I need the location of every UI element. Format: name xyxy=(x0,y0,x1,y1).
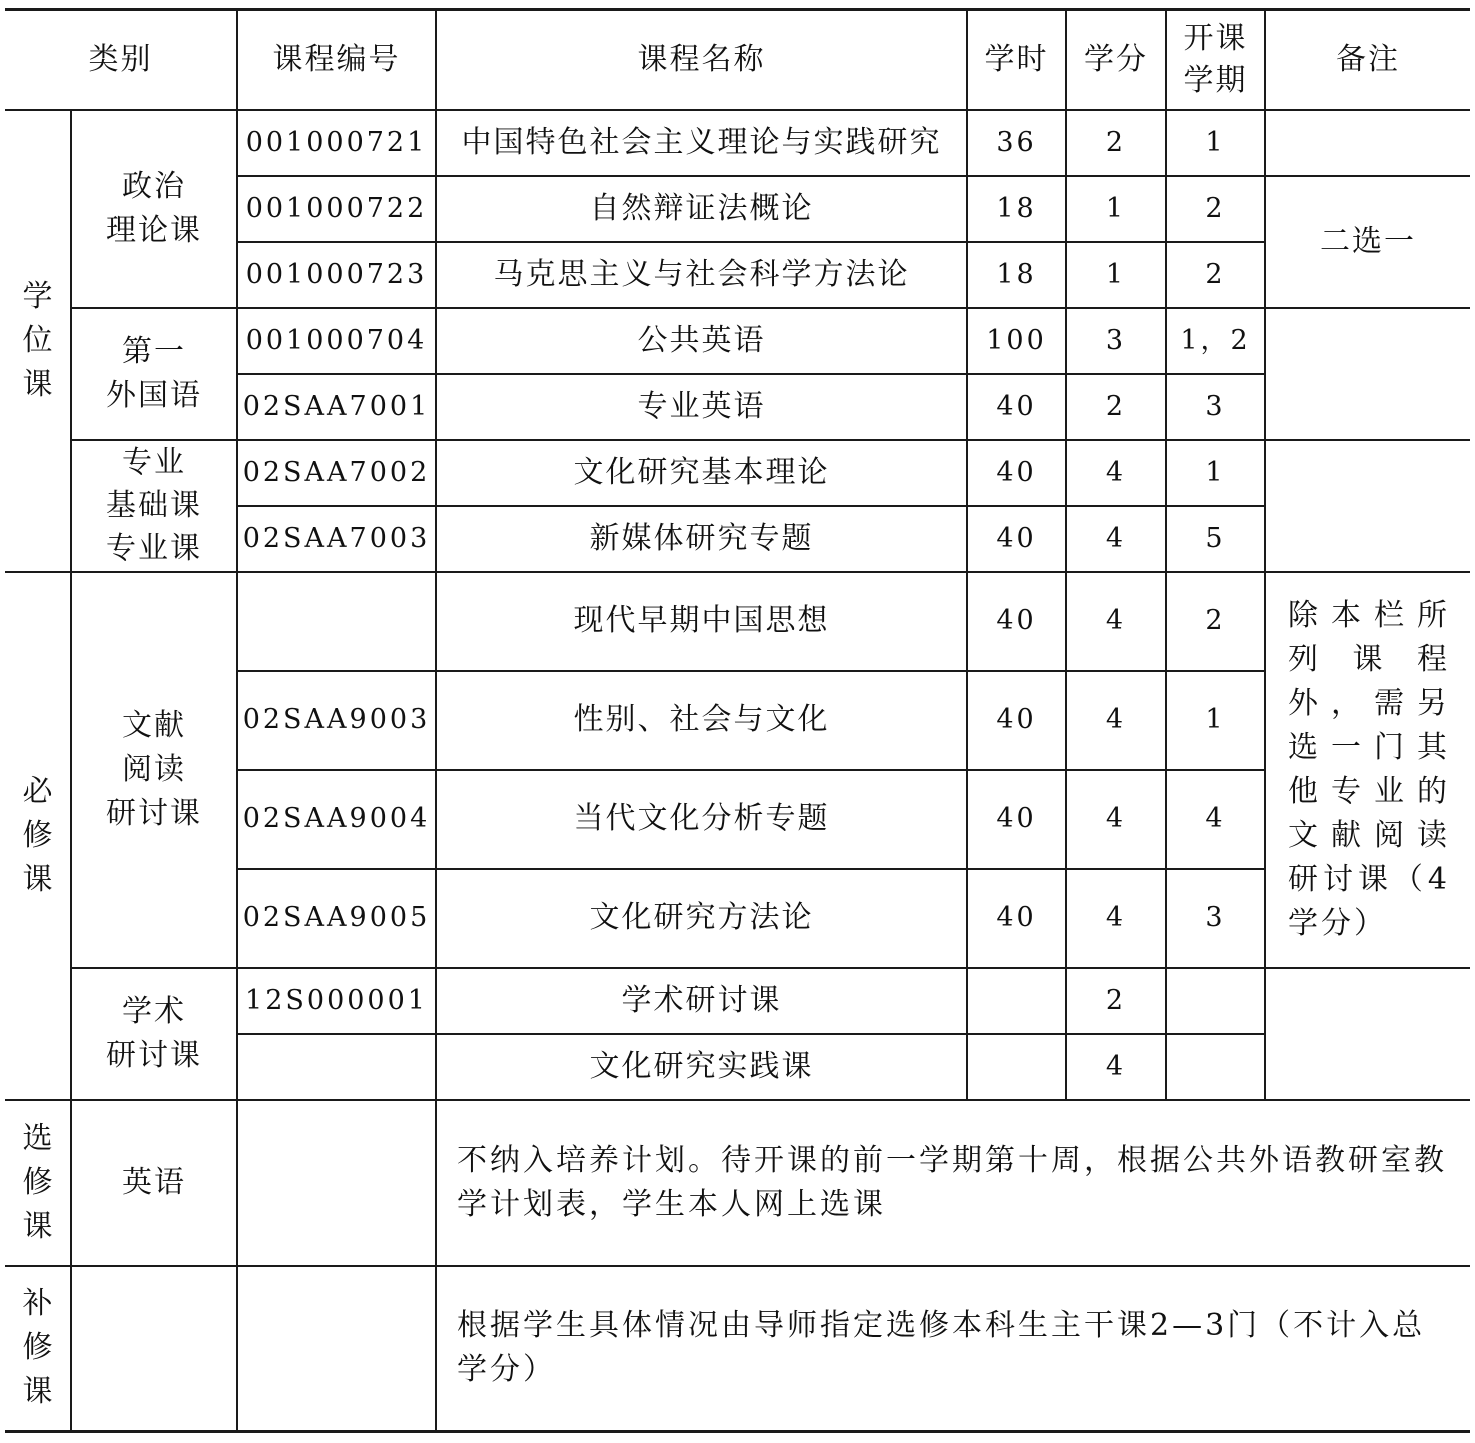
course-hours: 18 xyxy=(967,242,1066,308)
course-remark-empty xyxy=(1265,440,1470,572)
course-hours: 100 xyxy=(967,308,1066,374)
course-credits: 4 xyxy=(1066,770,1166,869)
course-semester: 3 xyxy=(1166,869,1265,968)
course-semester: 1，2 xyxy=(1166,308,1265,374)
table-row xyxy=(5,968,1470,1034)
course-hours xyxy=(967,1034,1066,1100)
course-hours: 40 xyxy=(967,869,1066,968)
course-credits: 1 xyxy=(1066,176,1166,242)
course-name: 自然辩证法概论 xyxy=(436,176,967,242)
section-degree: 学 位 课 xyxy=(5,110,71,572)
course-code: 02SAA9005 xyxy=(237,869,436,968)
course-credits: 4 xyxy=(1066,440,1166,506)
course-code: 001000722 xyxy=(237,176,436,242)
course-name: 学术研讨课 xyxy=(436,968,967,1034)
course-name: 当代文化分析专题 xyxy=(436,770,967,869)
course-credits: 2 xyxy=(1066,374,1166,440)
section-required: 必 修 课 xyxy=(5,572,71,1100)
course-semester: 1 xyxy=(1166,671,1265,770)
subcategory-professional: 专业 基础课 专业课 xyxy=(71,440,237,572)
header-row xyxy=(5,10,1470,110)
course-code: 02SAA7001 xyxy=(237,374,436,440)
remark-choose-one: 二选一 xyxy=(1265,176,1470,308)
course-semester: 2 xyxy=(1166,176,1265,242)
course-semester: 4 xyxy=(1166,770,1265,869)
elective-description: 不纳入培养计划。待开课的前一学期第十周，根据公共外语教研室教学计划表，学生本人网上选课 xyxy=(436,1100,1470,1266)
subcategory-academic: 学术 研讨课 xyxy=(71,968,237,1100)
course-credits: 4 xyxy=(1066,1034,1166,1100)
course-remark-empty xyxy=(1265,110,1470,176)
table-row xyxy=(5,110,1470,176)
subcategory-literature: 文献 阅读 研讨课 xyxy=(71,572,237,968)
header-code: 课程编号 xyxy=(237,10,436,110)
course-hours: 40 xyxy=(967,440,1066,506)
section-elective: 选 修 课 xyxy=(5,1100,71,1266)
course-name: 文化研究基本理论 xyxy=(436,440,967,506)
course-code: 001000721 xyxy=(237,110,436,176)
subcategory-empty xyxy=(71,1266,237,1432)
course-semester xyxy=(1166,968,1265,1034)
course-code: 12S000001 xyxy=(237,968,436,1034)
course-hours: 36 xyxy=(967,110,1066,176)
course-credits: 1 xyxy=(1066,242,1166,308)
subcategory-english: 英语 xyxy=(71,1100,237,1266)
course-credits: 4 xyxy=(1066,572,1166,671)
course-code xyxy=(237,1034,436,1100)
header-credits: 学分 xyxy=(1066,10,1166,110)
table-row xyxy=(5,1100,1470,1266)
course-credits: 2 xyxy=(1066,968,1166,1034)
course-name: 新媒体研究专题 xyxy=(436,506,967,572)
subcategory-foreign-language: 第一 外国语 xyxy=(71,308,237,440)
table-row xyxy=(5,1266,1470,1432)
course-hours: 18 xyxy=(967,176,1066,242)
course-credits: 3 xyxy=(1066,308,1166,374)
subcategory-politics: 政治 理论课 xyxy=(71,110,237,308)
course-credits: 4 xyxy=(1066,506,1166,572)
course-code: 001000723 xyxy=(237,242,436,308)
course-code-empty xyxy=(237,1266,436,1432)
course-name: 文化研究实践课 xyxy=(436,1034,967,1100)
section-makeup: 补 修 课 xyxy=(5,1266,71,1432)
header-hours: 学时 xyxy=(967,10,1066,110)
header-category: 类别 xyxy=(5,10,237,110)
header-remarks: 备注 xyxy=(1265,10,1470,110)
course-plan-table xyxy=(5,8,1470,1433)
course-hours: 40 xyxy=(967,374,1066,440)
course-code: 02SAA9004 xyxy=(237,770,436,869)
course-code xyxy=(237,572,436,671)
course-semester: 3 xyxy=(1166,374,1265,440)
course-hours: 40 xyxy=(967,671,1066,770)
course-code-empty xyxy=(237,1100,436,1266)
course-name: 马克思主义与社会科学方法论 xyxy=(436,242,967,308)
course-name: 性别、社会与文化 xyxy=(436,671,967,770)
course-code: 02SAA7002 xyxy=(237,440,436,506)
course-hours: 40 xyxy=(967,572,1066,671)
course-credits: 4 xyxy=(1066,671,1166,770)
header-name: 课程名称 xyxy=(436,10,967,110)
makeup-description: 根据学生具体情况由导师指定选修本科生主干课2—3门（不计入总学分） xyxy=(436,1266,1470,1432)
course-credits: 2 xyxy=(1066,110,1166,176)
course-code: 02SAA7003 xyxy=(237,506,436,572)
course-name: 中国特色社会主义理论与实践研究 xyxy=(436,110,967,176)
course-semester: 5 xyxy=(1166,506,1265,572)
course-semester: 2 xyxy=(1166,572,1265,671)
course-semester: 1 xyxy=(1166,440,1265,506)
course-credits: 4 xyxy=(1066,869,1166,968)
course-name: 现代早期中国思想 xyxy=(436,572,967,671)
course-remark-empty xyxy=(1265,968,1470,1100)
course-code: 02SAA9003 xyxy=(237,671,436,770)
remark-literature-note: 除本栏所列课程外，需另选一门其他专业的文献阅读研讨课（4学分） xyxy=(1265,572,1470,968)
course-hours: 40 xyxy=(967,770,1066,869)
course-name: 文化研究方法论 xyxy=(436,869,967,968)
course-semester: 2 xyxy=(1166,242,1265,308)
course-remark-empty xyxy=(1265,308,1470,440)
table-row xyxy=(5,440,1470,506)
course-semester xyxy=(1166,1034,1265,1100)
course-hours: 40 xyxy=(967,506,1066,572)
course-name: 专业英语 xyxy=(436,374,967,440)
table-row xyxy=(5,308,1470,374)
course-code: 001000704 xyxy=(237,308,436,374)
course-hours xyxy=(967,968,1066,1034)
table-row xyxy=(5,572,1470,671)
course-name: 公共英语 xyxy=(436,308,967,374)
header-semester: 开课 学期 xyxy=(1166,10,1265,110)
course-semester: 1 xyxy=(1166,110,1265,176)
